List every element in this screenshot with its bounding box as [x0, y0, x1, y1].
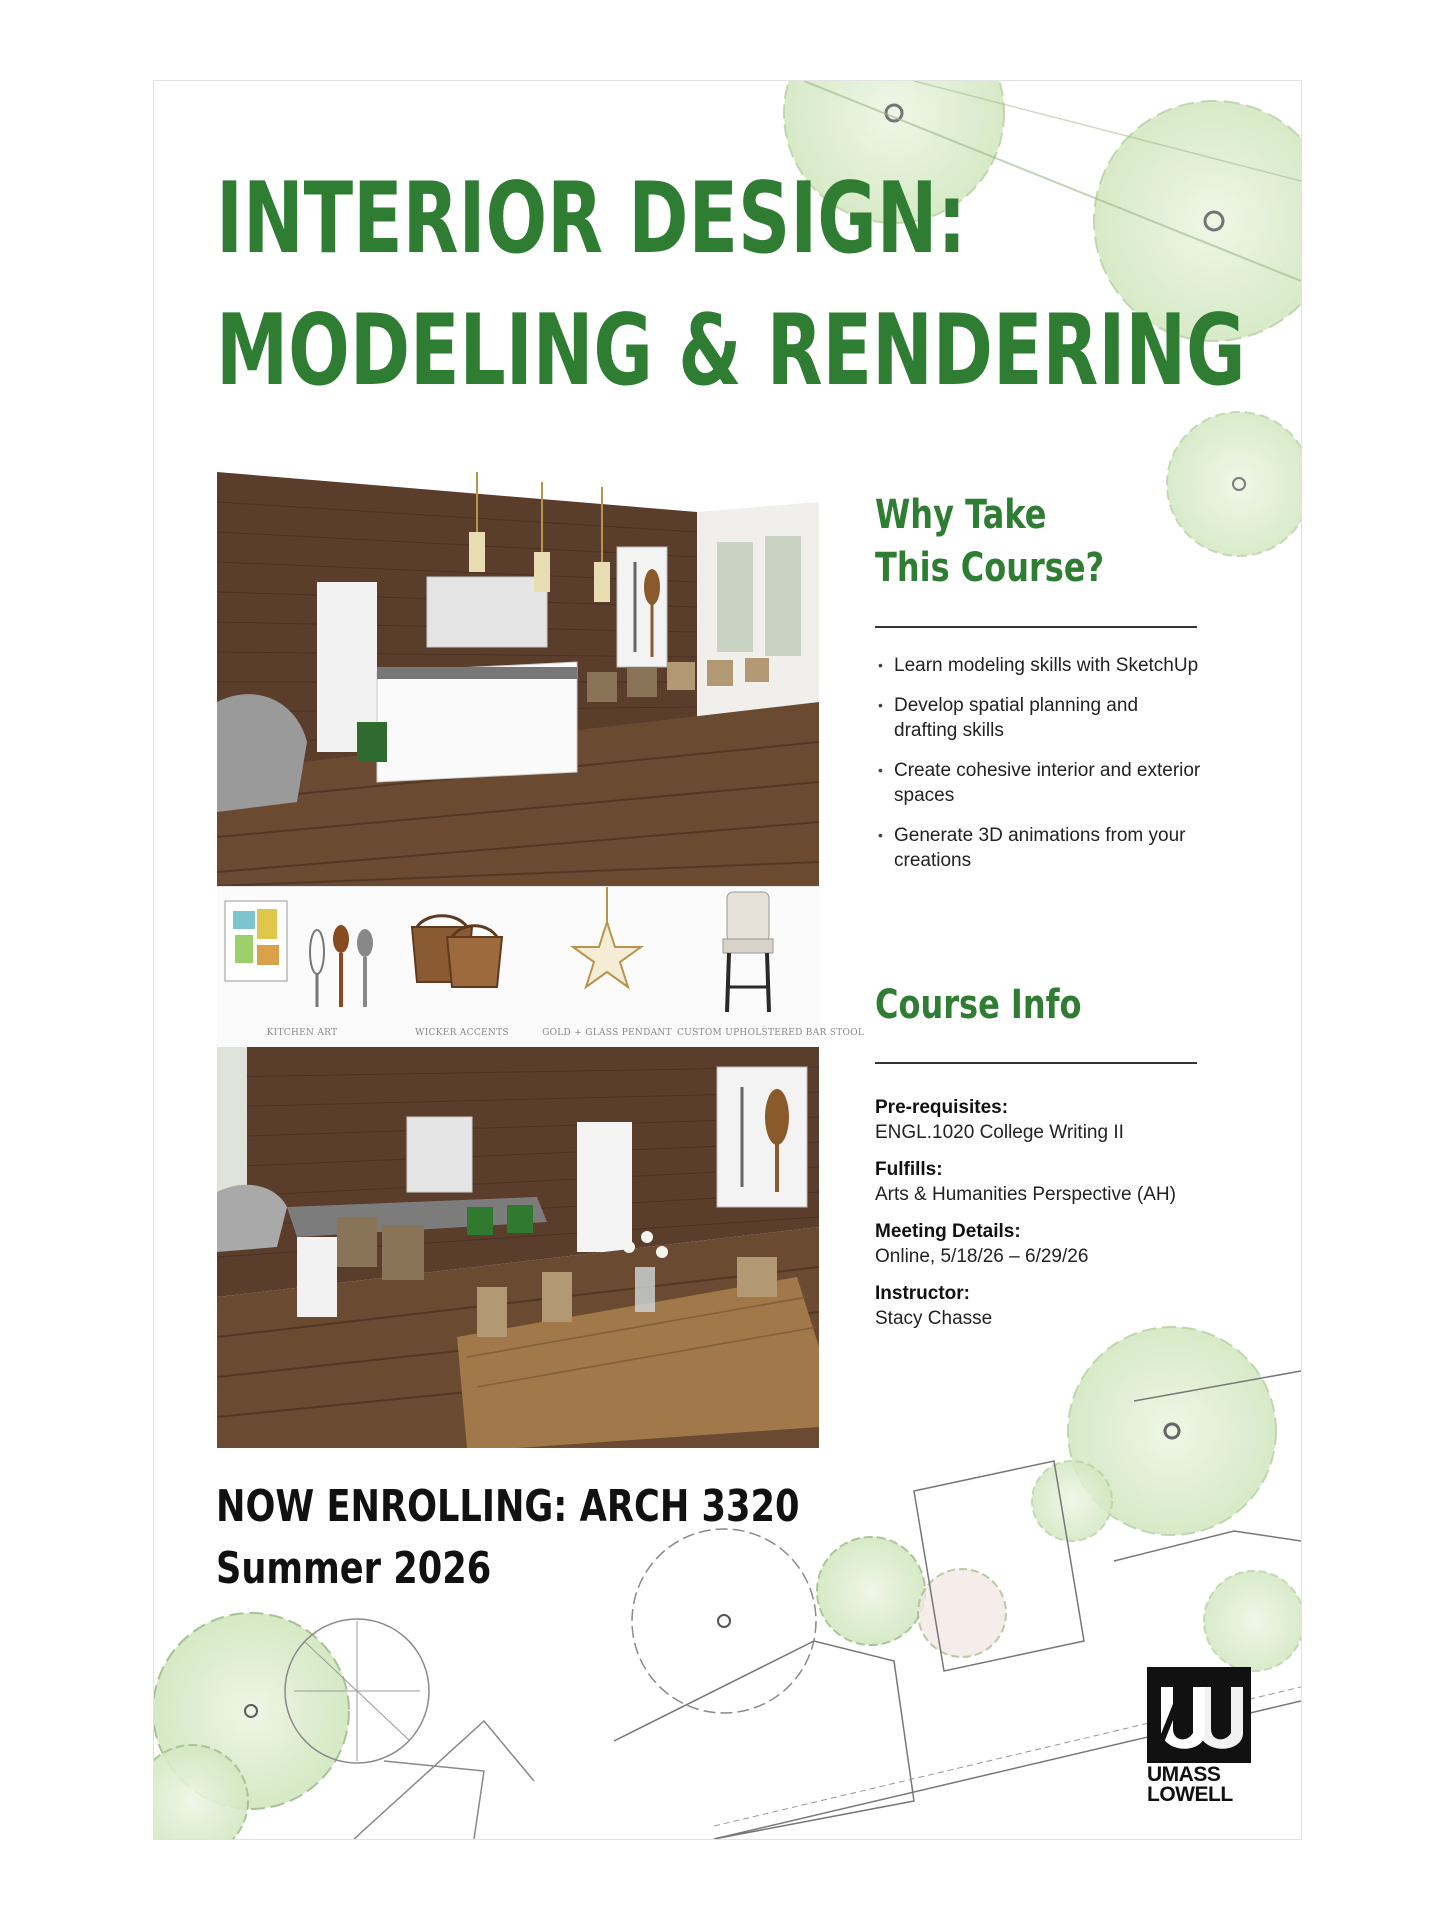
tree-plan-icon [1032, 1461, 1112, 1541]
info-label: Pre-requisites: [875, 1097, 1009, 1118]
bar-stool-icon [677, 887, 819, 1017]
moodboard-item: KITCHEN ART [217, 887, 387, 1048]
tree-plan-icon [918, 1569, 1006, 1657]
umass-lowell-logo [1147, 1667, 1251, 1805]
course-info-heading: Course Info [875, 982, 1082, 1028]
info-item [875, 1157, 1215, 1207]
info-label: Meeting Details: [875, 1221, 1021, 1242]
enrollment-banner: NOW ENROLLING: ARCH 3320 Summer 2026 [216, 1481, 800, 1594]
why-take-heading: Why Take This Course? [875, 492, 1105, 591]
info-label: Fulfills: [875, 1159, 943, 1180]
poster-title: INTERIOR DESIGN: MODELING & RENDERING [216, 162, 1246, 408]
tree-plan-icon [1167, 412, 1301, 556]
info-value: ENGL.1020 College Writing II [875, 1122, 1124, 1143]
list-item: • Generate 3D animations from your creations [876, 823, 1206, 873]
why-divider [875, 626, 1197, 628]
list-item: • Develop spatial planning and drafting skills [876, 693, 1206, 743]
info-label: Instructor: [875, 1283, 970, 1304]
moodboard-item: CUSTOM UPHOLSTERED BAR STOOL [677, 887, 819, 1048]
course-info-divider [875, 1062, 1197, 1064]
dining-rendering-bottom [217, 1047, 819, 1448]
kitchen-art-icon [217, 887, 387, 1017]
info-item [875, 1095, 1215, 1145]
umass-logo-mark-icon [1147, 1667, 1251, 1763]
star-pendant-icon [537, 887, 677, 1017]
list-item: • Learn modeling skills with SketchUp [876, 653, 1206, 678]
tree-plan-icon [817, 1537, 925, 1645]
moodboard-item: WICKER ACCENTS [387, 887, 537, 1048]
moodboard-item: GOLD + GLASS PENDANT [537, 887, 677, 1048]
info-value: Arts & Humanities Perspective (AH) [875, 1184, 1176, 1205]
moodboard-strip [217, 886, 865, 1049]
umass-lowell-wordmark: UMASS LOWELL [1147, 1763, 1233, 1806]
tree-plan-icon [285, 1619, 429, 1763]
info-item [875, 1219, 1215, 1269]
course-info-list [875, 1095, 1215, 1343]
kitchen-rendering-top [217, 472, 819, 886]
tree-plan-icon [1204, 1571, 1301, 1671]
info-value: Stacy Chasse [875, 1308, 993, 1329]
info-item [875, 1281, 1215, 1331]
benefits-list [876, 653, 1206, 888]
list-item: • Create cohesive interior and exterior spaces [876, 758, 1206, 808]
wicker-basket-icon [387, 887, 537, 1017]
info-value: Online, 5/18/26 – 6/29/26 [875, 1246, 1089, 1267]
course-poster [153, 80, 1302, 1840]
